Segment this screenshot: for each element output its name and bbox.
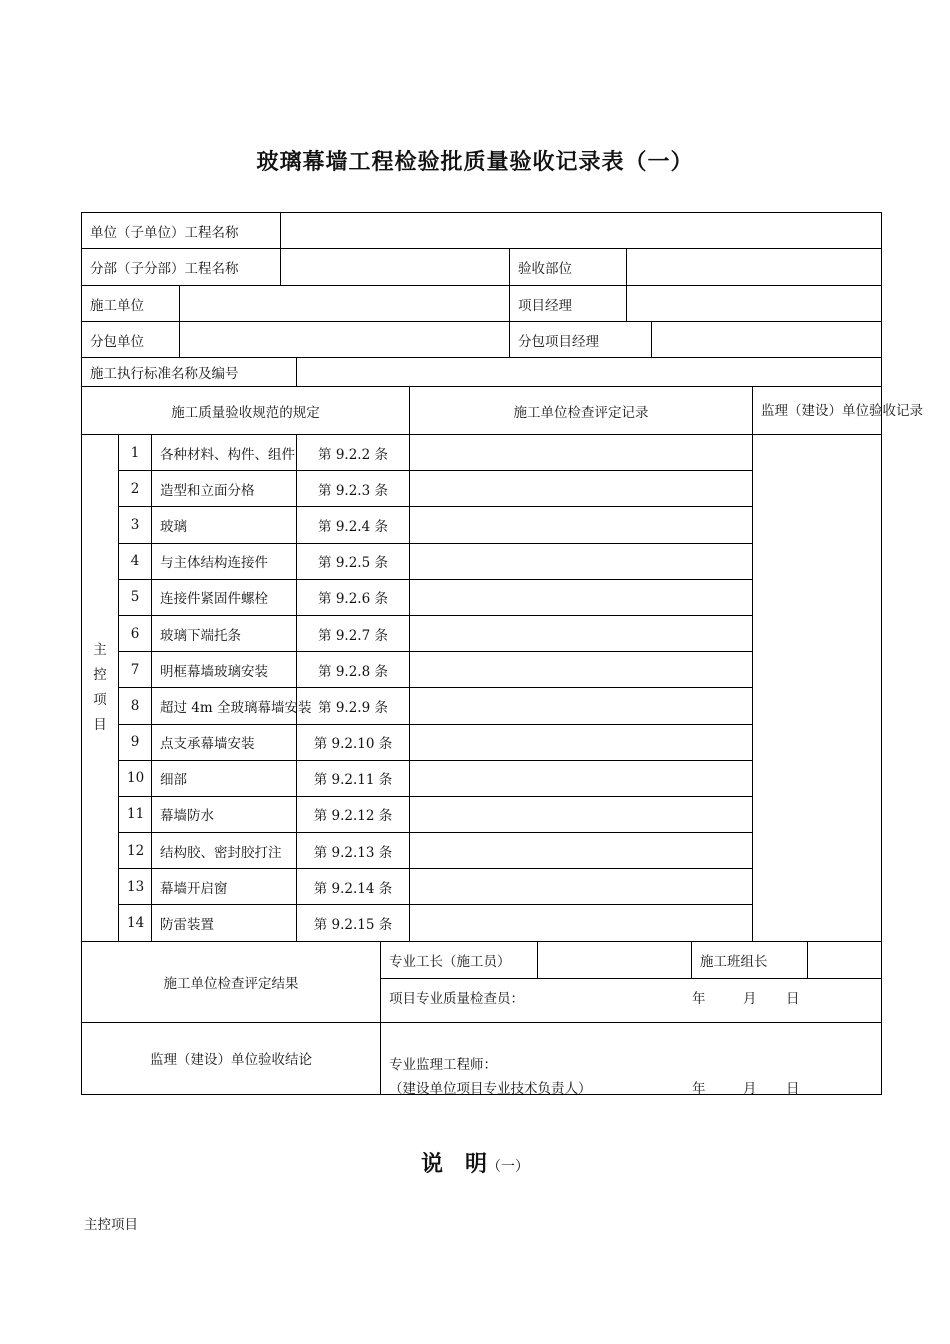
item-number: 3 [119, 507, 152, 543]
acceptance-part-field[interactable] [627, 249, 882, 286]
project-manager-field[interactable] [627, 286, 882, 322]
item-name: 点支承幕墙安装 [152, 724, 297, 760]
standard-label: 施工执行标准名称及编号 [82, 358, 297, 387]
main-control-char: 项 [93, 691, 107, 708]
project-manager-label: 项目经理 [510, 286, 627, 322]
item-contractor-record[interactable] [410, 543, 753, 579]
main-control-char: 目 [93, 716, 107, 733]
contractor-result-label: 施工单位检查评定结果 [82, 941, 381, 1022]
notes-subheading: 主控项目 [84, 1217, 138, 1233]
item-number: 9 [119, 724, 152, 760]
division-field[interactable] [281, 249, 510, 286]
item-name: 结构胶、密封胶打注 [152, 833, 297, 869]
foreman-field[interactable] [538, 942, 692, 978]
item-clause: 第 9.2.11 条 [297, 760, 410, 796]
item-contractor-record[interactable] [410, 869, 753, 905]
unit-project-field[interactable] [281, 213, 882, 249]
subcontractor-field[interactable] [180, 322, 510, 358]
item-name: 明框幕墙玻璃安装 [152, 652, 297, 688]
item-clause: 第 9.2.14 条 [297, 869, 410, 905]
notes-title-suffix: （一） [487, 1159, 529, 1175]
sub-manager-label: 分包项目经理 [510, 322, 652, 358]
unit-project-label: 单位（子单位）工程名称 [82, 213, 281, 249]
item-number: 5 [119, 579, 152, 615]
division-label: 分部（子分部）工程名称 [82, 249, 281, 286]
result-year-label: 年 [692, 990, 706, 1007]
table-row [82, 435, 882, 471]
item-number: 12 [119, 833, 152, 869]
foreman-label: 专业工长（施工员） [381, 942, 538, 978]
item-clause: 第 9.2.12 条 [297, 796, 410, 832]
item-contractor-record[interactable] [410, 796, 753, 832]
supervisor-engineer-label: 专业监理工程师： [389, 1056, 497, 1073]
result-month-label: 月 [743, 990, 757, 1007]
item-contractor-record[interactable] [410, 760, 753, 796]
standard-field[interactable] [297, 358, 882, 387]
result-day-label: 日 [786, 990, 800, 1007]
notes-title [0, 1147, 950, 1178]
item-clause: 第 9.2.15 条 [297, 905, 410, 941]
item-name: 与主体结构连接件 [152, 543, 297, 579]
item-number: 11 [119, 796, 152, 832]
spec-column-header: 施工质量验收规范的规定 [82, 387, 410, 435]
item-number: 4 [119, 543, 152, 579]
item-contractor-record[interactable] [410, 615, 753, 651]
supervisor-conclusion-label: 监理（建设）单位验收结论 [82, 1022, 381, 1094]
item-clause: 第 9.2.8 条 [297, 652, 410, 688]
item-contractor-record[interactable] [410, 688, 753, 724]
owner-technical-lead-label: （建设单位项目专业技术负责人） [389, 1080, 592, 1097]
supervisor-conclusion-cell [381, 1022, 882, 1097]
item-contractor-record[interactable] [410, 579, 753, 615]
item-name: 细部 [152, 760, 297, 796]
item-clause: 第 9.2.4 条 [297, 507, 410, 543]
contractor-label: 施工单位 [82, 286, 180, 322]
inspector-label: 项目专业质量检查员： [389, 990, 524, 1007]
contractor-field[interactable] [180, 286, 510, 322]
item-name: 防雷装置 [152, 905, 297, 941]
team-leader-field[interactable] [808, 942, 881, 978]
item-number: 8 [119, 688, 152, 724]
conclusion-year-label: 年 [692, 1080, 706, 1097]
sub-manager-field[interactable] [652, 322, 882, 358]
item-contractor-record[interactable] [410, 471, 753, 507]
item-clause: 第 9.2.9 条 [297, 688, 410, 724]
item-contractor-record[interactable] [410, 724, 753, 760]
item-name: 幕墙防水 [152, 796, 297, 832]
conclusion-month-label: 月 [743, 1080, 757, 1097]
conclusion-day-label: 日 [786, 1080, 800, 1097]
item-number: 6 [119, 615, 152, 651]
item-name: 造型和立面分格 [152, 471, 297, 507]
subcontractor-label: 分包单位 [82, 322, 180, 358]
item-contractor-record[interactable] [410, 905, 753, 941]
item-clause: 第 9.2.7 条 [297, 615, 410, 651]
item-number: 1 [119, 435, 152, 471]
acceptance-part-label: 验收部位 [510, 249, 627, 286]
item-number: 13 [119, 869, 152, 905]
item-name: 超过 4m 全玻璃幕墙安装 [152, 688, 297, 724]
item-clause: 第 9.2.3 条 [297, 471, 410, 507]
item-contractor-record[interactable] [410, 652, 753, 688]
item-contractor-record[interactable] [410, 833, 753, 869]
team-leader-label: 施工班组长 [692, 942, 808, 978]
item-clause: 第 9.2.6 条 [297, 579, 410, 615]
item-name: 连接件紧固件螺栓 [152, 579, 297, 615]
notes-title-text: 说 明 [420, 1151, 487, 1177]
item-clause: 第 9.2.2 条 [297, 435, 410, 471]
main-control-label [82, 435, 119, 942]
item-clause: 第 9.2.13 条 [297, 833, 410, 869]
item-number: 14 [119, 905, 152, 941]
item-clause: 第 9.2.5 条 [297, 543, 410, 579]
item-clause: 第 9.2.10 条 [297, 724, 410, 760]
supervisor-record-field[interactable] [753, 435, 882, 942]
form-title: 玻璃幕墙工程检验批质量验收记录表（一） [256, 149, 694, 175]
supervisor-record-header: 监理（建设）单位验收记录 [753, 387, 882, 435]
main-control-items [82, 435, 882, 942]
item-number: 10 [119, 760, 152, 796]
contractor-result-cell [381, 941, 882, 1022]
item-name: 幕墙开启窗 [152, 869, 297, 905]
item-name: 玻璃 [152, 507, 297, 543]
item-name: 各种材料、构件、组件 [152, 435, 297, 471]
item-name: 玻璃下端托条 [152, 615, 297, 651]
inspection-record-table [81, 212, 923, 1097]
item-contractor-record[interactable] [410, 507, 753, 543]
item-number: 2 [119, 471, 152, 507]
main-control-char: 主 [93, 641, 107, 658]
main-control-char: 控 [93, 666, 107, 683]
item-contractor-record[interactable] [410, 435, 753, 471]
contractor-record-header: 施工单位检查评定记录 [410, 387, 753, 435]
item-number: 7 [119, 652, 152, 688]
